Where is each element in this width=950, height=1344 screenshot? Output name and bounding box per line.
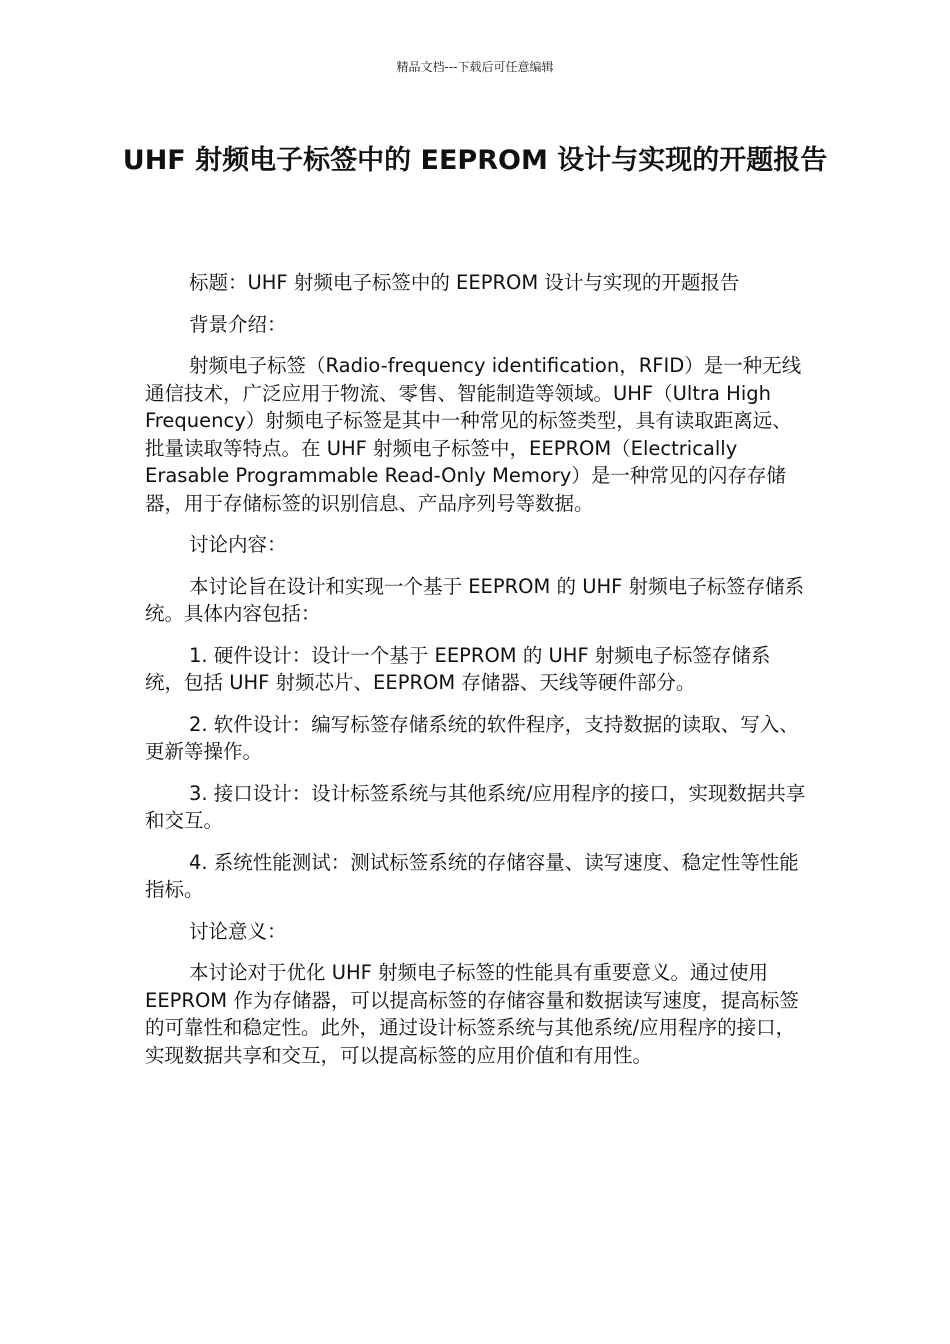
list-item-hardware: 1. 硬件设计：设计一个基于 EEPROM 的 UHF 射频电子标签存储系统，包括 UHF 射频芯片、EEPROM 存储器、天线等硬件部分。 <box>145 643 771 694</box>
header-note: 精品文档---下载后可任意编辑 <box>396 60 554 74</box>
document-title: UHF 射频电子标签中的 EEPROM 设计与实现的开题报告 <box>122 145 828 176</box>
paragraph-significance: 本讨论对于优化 UHF 射频电子标签的性能具有重要意义。通过使用 EEPROM 作为存储器，可以提高标签的存储容量和数据读写速度，提高标签的可靠性和稳定性。此外，通过设计标签系统与其他系统/应用程序的接口，实现数据共享和交互，可以提高标签的应用价值和有用性。 <box>145 961 799 1067</box>
document-body <box>145 269 807 1083</box>
list-item-interface: 3. 接口设计：设计标签系统与其他系统/应用程序的接口，实现数据共享和交互。 <box>145 781 806 832</box>
list-item-software: 2. 软件设计：编写标签存储系统的软件程序，支持数据的读取、写入、更新等操作。 <box>145 712 799 763</box>
heading-discussion-content: 讨论内容： <box>189 533 287 556</box>
paragraph-background: 射频电子标签（Radio-frequency identification，RFID）是一种无线通信技术，广泛应用于物流、零售、智能制造等领域。UHF（Ultra High Frequency）射频电子标签是其中一种常见的标签类型，具有读取距离远、批量读取等特点。在 UHF 射频电子标签中，EEPROM（Electrically Erasable Programmable Read-Only Memory）是一种常见的闪存存储器，用于存储标签的识别信息、产品序列号等数据。 <box>145 354 802 515</box>
paragraph-discussion-intro: 本讨论旨在设计和实现一个基于 EEPROM 的 UHF 射频电子标签存储系统。具体内容包括： <box>145 574 805 625</box>
list-item-performance: 4. 系统性能测试：测试标签系统的存储容量、读写速度、稳定性等性能指标。 <box>145 850 799 901</box>
heading-significance: 讨论意义： <box>189 919 287 943</box>
paragraph-subject: 标题：UHF 射频电子标签中的 EEPROM 设计与实现的开题报告 <box>189 271 740 294</box>
heading-background: 背景介绍： <box>189 312 287 336</box>
